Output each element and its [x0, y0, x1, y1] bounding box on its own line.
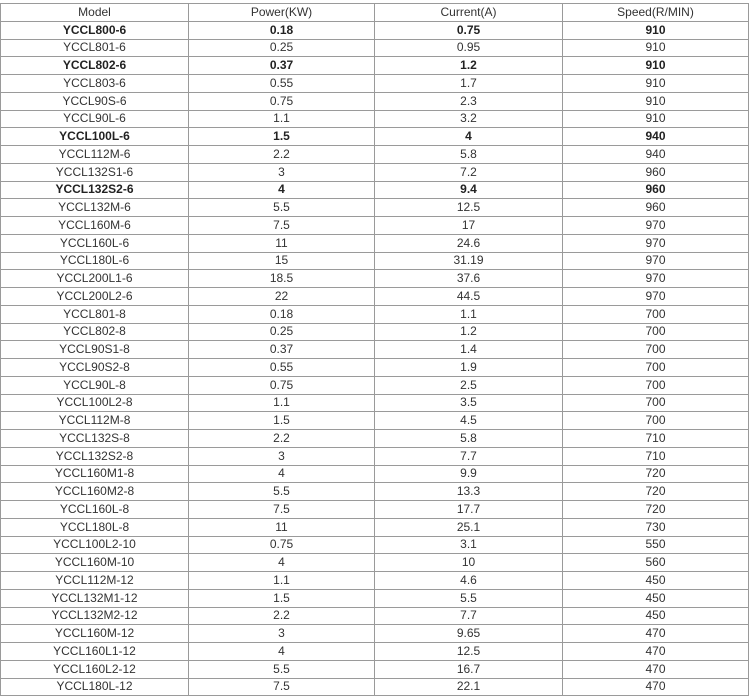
current-cell: 5.8 — [375, 430, 563, 448]
model-cell: YCCL180L-6 — [1, 252, 189, 270]
current-cell: 0.75 — [375, 21, 563, 39]
model-cell: YCCL132S2-8 — [1, 447, 189, 465]
power-cell: 0.37 — [189, 341, 375, 359]
table-row — [1, 57, 749, 75]
table-row — [1, 92, 749, 110]
table-row — [1, 536, 749, 554]
model-cell: YCCL160M-12 — [1, 625, 189, 643]
power-cell: 0.75 — [189, 536, 375, 554]
table-row — [1, 430, 749, 448]
power-cell: 7.5 — [189, 217, 375, 235]
model-cell: YCCL90S-6 — [1, 92, 189, 110]
speed-cell: 940 — [563, 128, 749, 146]
table-row — [1, 501, 749, 519]
speed-cell: 910 — [563, 21, 749, 39]
model-cell: YCCL112M-12 — [1, 572, 189, 590]
current-cell: 10 — [375, 554, 563, 572]
table-row — [1, 163, 749, 181]
current-cell: 1.7 — [375, 75, 563, 93]
power-cell: 3 — [189, 625, 375, 643]
table-row — [1, 607, 749, 625]
table-row — [1, 572, 749, 590]
speed-cell: 700 — [563, 341, 749, 359]
current-cell: 7.7 — [375, 447, 563, 465]
model-cell: YCCL160M1-8 — [1, 465, 189, 483]
model-cell: YCCL160L-6 — [1, 234, 189, 252]
current-cell: 13.3 — [375, 483, 563, 501]
current-cell: 9.65 — [375, 625, 563, 643]
power-cell: 7.5 — [189, 678, 375, 696]
model-cell: YCCL100L-6 — [1, 128, 189, 146]
model-cell: YCCL160M-6 — [1, 217, 189, 235]
power-cell: 2.2 — [189, 430, 375, 448]
speed-cell: 470 — [563, 625, 749, 643]
power-cell: 1.5 — [189, 412, 375, 430]
power-cell: 1.5 — [189, 589, 375, 607]
speed-cell: 470 — [563, 678, 749, 696]
speed-cell: 470 — [563, 660, 749, 678]
power-cell: 4 — [189, 181, 375, 199]
power-cell: 1.5 — [189, 128, 375, 146]
current-cell: 24.6 — [375, 234, 563, 252]
current-cell: 4 — [375, 128, 563, 146]
current-cell: 9.9 — [375, 465, 563, 483]
power-cell: 22 — [189, 288, 375, 306]
speed-cell: 710 — [563, 447, 749, 465]
current-cell: 2.5 — [375, 376, 563, 394]
table-row — [1, 643, 749, 661]
current-cell: 12.5 — [375, 643, 563, 661]
current-cell: 7.2 — [375, 163, 563, 181]
power-cell: 4 — [189, 554, 375, 572]
speed-cell: 720 — [563, 465, 749, 483]
speed-cell: 940 — [563, 146, 749, 164]
model-cell: YCCL112M-8 — [1, 412, 189, 430]
current-cell: 0.95 — [375, 39, 563, 57]
speed-cell: 910 — [563, 57, 749, 75]
power-cell: 0.75 — [189, 376, 375, 394]
speed-cell: 700 — [563, 359, 749, 377]
table-row — [1, 234, 749, 252]
motor-spec-table — [0, 3, 749, 696]
power-cell: 2.2 — [189, 607, 375, 625]
speed-cell: 960 — [563, 163, 749, 181]
header-current: Current(A) — [375, 4, 563, 22]
power-cell: 15 — [189, 252, 375, 270]
power-cell: 4 — [189, 465, 375, 483]
speed-cell: 970 — [563, 217, 749, 235]
speed-cell: 700 — [563, 412, 749, 430]
header-speed: Speed(R/MIN) — [563, 4, 749, 22]
speed-cell: 450 — [563, 589, 749, 607]
model-cell: YCCL90S1-8 — [1, 341, 189, 359]
model-cell: YCCL132M-6 — [1, 199, 189, 217]
current-cell: 25.1 — [375, 518, 563, 536]
current-cell: 7.7 — [375, 607, 563, 625]
model-cell: YCCL160M-10 — [1, 554, 189, 572]
table-row — [1, 660, 749, 678]
model-cell: YCCL132S1-6 — [1, 163, 189, 181]
table-row — [1, 146, 749, 164]
current-cell: 16.7 — [375, 660, 563, 678]
model-cell: YCCL801-6 — [1, 39, 189, 57]
model-cell: YCCL100L2-10 — [1, 536, 189, 554]
table-header-row — [1, 4, 749, 22]
model-cell: YCCL90S2-8 — [1, 359, 189, 377]
power-cell: 11 — [189, 518, 375, 536]
table-row — [1, 270, 749, 288]
table-row — [1, 447, 749, 465]
table-row — [1, 359, 749, 377]
current-cell: 17 — [375, 217, 563, 235]
current-cell: 5.5 — [375, 589, 563, 607]
power-cell: 1.1 — [189, 394, 375, 412]
model-cell: YCCL180L-8 — [1, 518, 189, 536]
power-cell: 0.37 — [189, 57, 375, 75]
model-cell: YCCL160L2-12 — [1, 660, 189, 678]
model-cell: YCCL132M2-12 — [1, 607, 189, 625]
table-row — [1, 625, 749, 643]
table-row — [1, 21, 749, 39]
speed-cell: 550 — [563, 536, 749, 554]
current-cell: 5.8 — [375, 146, 563, 164]
table-row — [1, 288, 749, 306]
power-cell: 5.5 — [189, 660, 375, 678]
power-cell: 1.1 — [189, 572, 375, 590]
table-row — [1, 323, 749, 341]
power-cell: 0.25 — [189, 39, 375, 57]
speed-cell: 960 — [563, 199, 749, 217]
table-row — [1, 394, 749, 412]
table-row — [1, 412, 749, 430]
current-cell: 12.5 — [375, 199, 563, 217]
model-cell: YCCL90L-6 — [1, 110, 189, 128]
table-row — [1, 75, 749, 93]
speed-cell: 470 — [563, 643, 749, 661]
speed-cell: 970 — [563, 270, 749, 288]
table-row — [1, 128, 749, 146]
power-cell: 3 — [189, 163, 375, 181]
speed-cell: 700 — [563, 394, 749, 412]
table-body — [1, 21, 749, 696]
speed-cell: 700 — [563, 376, 749, 394]
power-cell: 18.5 — [189, 270, 375, 288]
speed-cell: 910 — [563, 75, 749, 93]
speed-cell: 730 — [563, 518, 749, 536]
power-cell: 0.55 — [189, 75, 375, 93]
power-cell: 2.2 — [189, 146, 375, 164]
table-row — [1, 252, 749, 270]
current-cell: 3.1 — [375, 536, 563, 554]
speed-cell: 960 — [563, 181, 749, 199]
model-cell: YCCL112M-6 — [1, 146, 189, 164]
table-row — [1, 110, 749, 128]
current-cell: 1.9 — [375, 359, 563, 377]
table-row — [1, 518, 749, 536]
model-cell: YCCL132M1-12 — [1, 589, 189, 607]
current-cell: 3.5 — [375, 394, 563, 412]
table-row — [1, 678, 749, 696]
current-cell: 37.6 — [375, 270, 563, 288]
current-cell: 1.1 — [375, 305, 563, 323]
table-row — [1, 199, 749, 217]
model-cell: YCCL160M2-8 — [1, 483, 189, 501]
power-cell: 0.55 — [189, 359, 375, 377]
current-cell: 22.1 — [375, 678, 563, 696]
table-row — [1, 181, 749, 199]
speed-cell: 560 — [563, 554, 749, 572]
power-cell: 4 — [189, 643, 375, 661]
header-power: Power(KW) — [189, 4, 375, 22]
table-row — [1, 305, 749, 323]
current-cell: 1.2 — [375, 57, 563, 75]
current-cell: 31.19 — [375, 252, 563, 270]
speed-cell: 970 — [563, 252, 749, 270]
model-cell: YCCL802-6 — [1, 57, 189, 75]
power-cell: 0.18 — [189, 21, 375, 39]
model-cell: YCCL90L-8 — [1, 376, 189, 394]
speed-cell: 450 — [563, 607, 749, 625]
table-row — [1, 483, 749, 501]
model-cell: YCCL132S-8 — [1, 430, 189, 448]
model-cell: YCCL160L1-12 — [1, 643, 189, 661]
speed-cell: 910 — [563, 110, 749, 128]
speed-cell: 910 — [563, 92, 749, 110]
model-cell: YCCL200L2-6 — [1, 288, 189, 306]
current-cell: 1.2 — [375, 323, 563, 341]
power-cell: 1.1 — [189, 110, 375, 128]
speed-cell: 970 — [563, 234, 749, 252]
power-cell: 0.75 — [189, 92, 375, 110]
current-cell: 3.2 — [375, 110, 563, 128]
model-cell: YCCL100L2-8 — [1, 394, 189, 412]
power-cell: 5.5 — [189, 483, 375, 501]
current-cell: 9.4 — [375, 181, 563, 199]
current-cell: 4.6 — [375, 572, 563, 590]
model-cell: YCCL803-6 — [1, 75, 189, 93]
table-row — [1, 465, 749, 483]
model-cell: YCCL800-6 — [1, 21, 189, 39]
header-model: Model — [1, 4, 189, 22]
table-row — [1, 589, 749, 607]
speed-cell: 720 — [563, 501, 749, 519]
table-row — [1, 376, 749, 394]
speed-cell: 910 — [563, 39, 749, 57]
speed-cell: 700 — [563, 323, 749, 341]
model-cell: YCCL802-8 — [1, 323, 189, 341]
power-cell: 7.5 — [189, 501, 375, 519]
power-cell: 11 — [189, 234, 375, 252]
speed-cell: 970 — [563, 288, 749, 306]
table-row — [1, 217, 749, 235]
current-cell: 4.5 — [375, 412, 563, 430]
power-cell: 5.5 — [189, 199, 375, 217]
model-cell: YCCL132S2-6 — [1, 181, 189, 199]
current-cell: 44.5 — [375, 288, 563, 306]
model-cell: YCCL180L-12 — [1, 678, 189, 696]
current-cell: 2.3 — [375, 92, 563, 110]
model-cell: YCCL801-8 — [1, 305, 189, 323]
model-cell: YCCL160L-8 — [1, 501, 189, 519]
speed-cell: 710 — [563, 430, 749, 448]
table-row — [1, 554, 749, 572]
speed-cell: 720 — [563, 483, 749, 501]
power-cell: 0.25 — [189, 323, 375, 341]
table-row — [1, 39, 749, 57]
speed-cell: 700 — [563, 305, 749, 323]
current-cell: 1.4 — [375, 341, 563, 359]
power-cell: 0.18 — [189, 305, 375, 323]
model-cell: YCCL200L1-6 — [1, 270, 189, 288]
table-row — [1, 341, 749, 359]
current-cell: 17.7 — [375, 501, 563, 519]
speed-cell: 450 — [563, 572, 749, 590]
power-cell: 3 — [189, 447, 375, 465]
